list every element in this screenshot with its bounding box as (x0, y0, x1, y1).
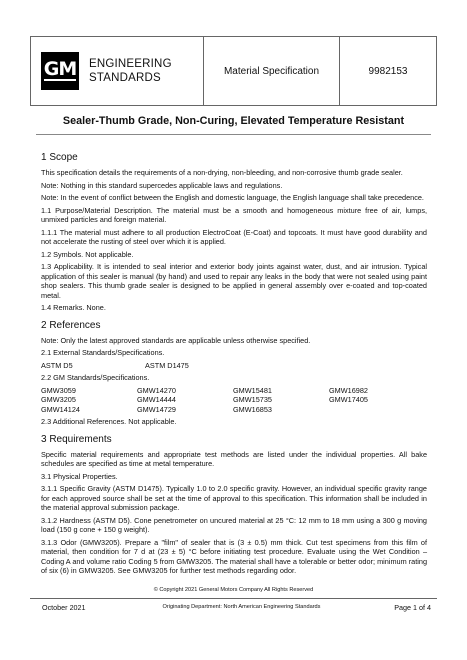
gm-logo-text: GM (43, 58, 77, 80)
standard-item: ASTM D5 (41, 360, 73, 370)
footer-date: October 2021 (42, 602, 86, 612)
section-heading-requirements: 3 Requirements (41, 433, 112, 445)
header-brand (31, 37, 204, 105)
org-line-1: ENGINEERING (89, 58, 172, 70)
footer-department: Originating Department: North American Engineering Standards (162, 604, 321, 610)
paragraph: 2.3 Additional References. Not applicable. (41, 417, 177, 427)
standard-item: GMW14444 (137, 395, 176, 405)
document-type: Material Specification (204, 37, 340, 105)
paragraph: Note: In the event of conflict between the English and domestic language, the English language shall take precedence. (41, 193, 424, 203)
gm-logo (41, 52, 79, 90)
paragraph: 1.1 Purpose/Material Description. The material must be a smooth and homogeneous mixture free of air, lumps, unmixed particles and foreign material. (41, 205, 427, 225)
external-standards-list (41, 361, 427, 370)
org-name (89, 57, 172, 85)
standard-item: GMW16982 (329, 385, 368, 395)
paragraph: 1.3 Applicability. It is intended to seal interior and exterior body joints against water, dust, and air intrusion. Typical application of this sealer is manual (by hand) and used to repair any leaks in the body that were not sealed using paint shop sealers. This thumb grade sealer is designed to be applied in general assembly over e-coated and top-coated metal. (41, 262, 427, 300)
section-heading-scope: 1 Scope (41, 152, 78, 163)
section-heading-references: 2 References (41, 319, 101, 331)
gm-standards-list (41, 386, 427, 414)
paragraph: 3.1.1 Specific Gravity (ASTM D1475). Typically 1.0 to 2.0 specific gravity. However, an individual specific gravity range for each approved source shall be set at the time of approval to this specification. This information shall be included in the material approval submission package. (41, 484, 427, 513)
paragraph: This specification details the requirements of a non-drying, non-bleeding, and non-corrosive thumb grade sealer. (41, 168, 403, 177)
standard-item: GMW14729 (137, 404, 176, 414)
paragraph: 1.2 Symbols. Not applicable. (41, 249, 134, 259)
paragraph: Note: Only the latest approved standards are applicable unless otherwise specified. (41, 335, 311, 345)
page-footer (30, 598, 437, 615)
standard-item: GMW14124 (41, 404, 80, 414)
standard-item: ASTM D1475 (145, 360, 189, 370)
document-title: Sealer-Thumb Grade, Non-Curing, Elevated Temperature Resistant (62, 115, 405, 127)
paragraph: 1.4 Remarks. None. (41, 303, 106, 313)
standard-item: GMW15481 (233, 385, 272, 395)
standard-item: GMW15735 (233, 395, 272, 405)
copyright-notice: © Copyright 2021 General Motors Company All Rights Reserved (153, 587, 314, 593)
paragraph: Specific material requirements and appropriate test methods are listed under the individual properties. All bake schedules are specified as time at metal temperature. (41, 449, 427, 469)
page-number: Page 1 of 4 (394, 602, 431, 612)
document-header (30, 36, 437, 106)
standard-item: GMW17405 (329, 395, 368, 405)
standard-item: GMW16853 (233, 404, 272, 414)
subsection-heading: 2.1 External Standards/Specifications. (41, 348, 165, 358)
title-divider (36, 134, 431, 135)
document-body (41, 152, 427, 579)
standard-item: GMW3205 (41, 395, 76, 405)
paragraph: 3.1.3 Odor (GMW3205). Prepare a "film" of sealer that is (3 ± 0.5) mm thick. Cut test specimens from this film of material, then condition for 7 d at (23 ± 5) °C before initiating test procedure. Evaluate using the Wet Condition – Coding A and volume ratio Coding 5 from GMW3205. The material shall have a tolerable or better odor; minimum rating of six (6) in GMW3205. See GMW3205 for further test methods regarding odor. (41, 537, 427, 575)
standard-item (329, 405, 425, 414)
paragraph: Note: Nothing in this standard supercedes applicable laws and regulations. (41, 180, 283, 190)
paragraph: 1.1.1 The material must adhere to all production ElectroCoat (E-Coat) and topcoats. It must have good durability and not accelerate the rusting of steel over which it is applied. (41, 227, 427, 247)
document-number: 9982153 (368, 65, 408, 77)
paragraph: 3.1.2 Hardness (ASTM D5). Cone penetrometer on uncured material at 25 °C: 12 mm to 18 mm using a 300 g moving load (150 g cone + 150 g weight). (41, 515, 427, 535)
standard-item: GMW3059 (41, 385, 76, 395)
paragraph: 3.1 Physical Properties. (41, 471, 118, 481)
org-line-2: STANDARDS (89, 72, 161, 84)
standard-item: GMW14270 (137, 385, 176, 395)
subsection-heading: 2.2 GM Standards/Specifications. (41, 373, 150, 383)
